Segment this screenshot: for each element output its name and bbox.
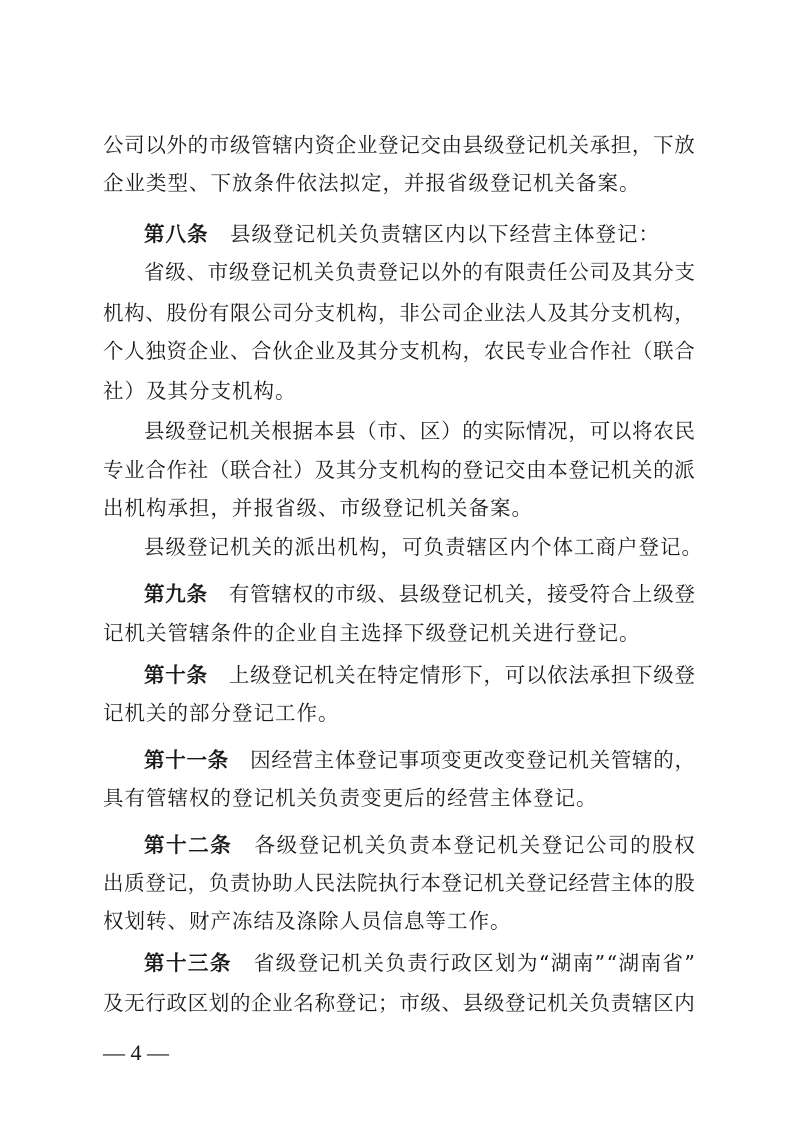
text-line: 第 八 条 县 级 登 记 机 关 负 责 辖 区 内 以 下 经 营 主 体 登 记 ： [144, 222, 659, 246]
text-line: 企 业 类 型 、 下 放 条 件 依 法 拟 定 ， 并 报 省 级 登 记 机 关 备 案 。 [103, 171, 640, 195]
text-line: 第 十 一 条 因 经 营 主 体 登 记 事 项 变 更 改 变 登 记 机 关 管 辖 的 ， [144, 748, 695, 772]
text-line: 第 十 二 条 各 级 登 记 机 关 负 责 本 登 记 机 关 登 记 公 司 的 股 权 [144, 833, 695, 857]
text-line: 机 构 、 股 份 有 限 公 司 分 支 机 构 ， 非 公 司 企 业 法 人 及 其 分 支 机 构 ， [103, 301, 695, 325]
text-line: 社 ） 及 其 分 支 机 构 。 [103, 379, 296, 403]
text-line: 第 九 条 有 管 辖 权 的 市 级 、 县 级 登 记 机 关 ， 接 受 符 合 上 级 登 [144, 582, 695, 606]
text-line: 具 有 管 辖 权 的 登 记 机 关 负 责 变 更 后 的 经 营 主 体 登 记 。 [103, 786, 597, 810]
text-line: 县 级 登 记 机 关 根 据 本 县 （ 市 、 区 ） 的 实 际 情 况 ， 可 以 将 农 民 [144, 419, 695, 443]
text-line: 公 司 以 外 的 市 级 管 辖 内 资 企 业 登 记 交 由 县 级 登 记 机 关 承 担 ， 下 放 [103, 133, 695, 157]
text-line: 第 十 条 上 级 登 记 机 关 在 特 定 情 形 下 ， 可 以 依 法 承 担 下 级 登 [144, 663, 695, 687]
text-line: 出 机 构 承 担 ， 并 报 省 级 、 市 级 登 记 机 关 备 案 。 [103, 496, 532, 520]
text-line: 记 机 关 的 部 分 登 记 工 作 。 [103, 701, 339, 725]
text-line: 县 级 登 记 机 关 的 派 出 机 构 ， 可 负 责 辖 区 内 个 体 工 商 户 登 记 。 [144, 535, 702, 559]
text-line: 及 无 行 政 区 划 的 企 业 名 称 登 记 ； 市 级 、 县 级 登 记 机 关 负 责 辖 区 内 [103, 991, 695, 1015]
text-line: 出 质 登 记 ， 负 责 协 助 人 民 法 院 执 行 本 登 记 机 关 登 记 经 营 主 体 的 股 [103, 871, 695, 895]
text-line: 专 业 合 作 社 （ 联 合 社 ） 及 其 分 支 机 构 的 登 记 交 由 本 登 记 机 关 的 派 [103, 458, 695, 482]
text-line: 权 划 转 、 财 产 冻 结 及 涤 除 人 员 信 息 等 工 作 。 [103, 909, 511, 933]
text-line: 省 级 、 市 级 登 记 机 关 负 责 登 记 以 外 的 有 限 责 任 公 司 及 其 分 支 [144, 260, 695, 284]
page-number: — 4 — [103, 1040, 169, 1065]
text-line: 记 机 关 管 辖 条 件 的 企 业 自 主 选 择 下 级 登 记 机 关 进 行 登 记 。 [103, 621, 640, 645]
text-line: 个 人 独 资 企 业 、 合 伙 企 业 及 其 分 支 机 构 ， 农 民 专 业 合 作 社 （ 联 合 [103, 339, 695, 363]
text-line: 第 十 三 条 省 级 登 记 机 关 负 责 行 政 区 划 为 “ 湖 南 ” “ 湖 南 省 ” [144, 951, 695, 975]
